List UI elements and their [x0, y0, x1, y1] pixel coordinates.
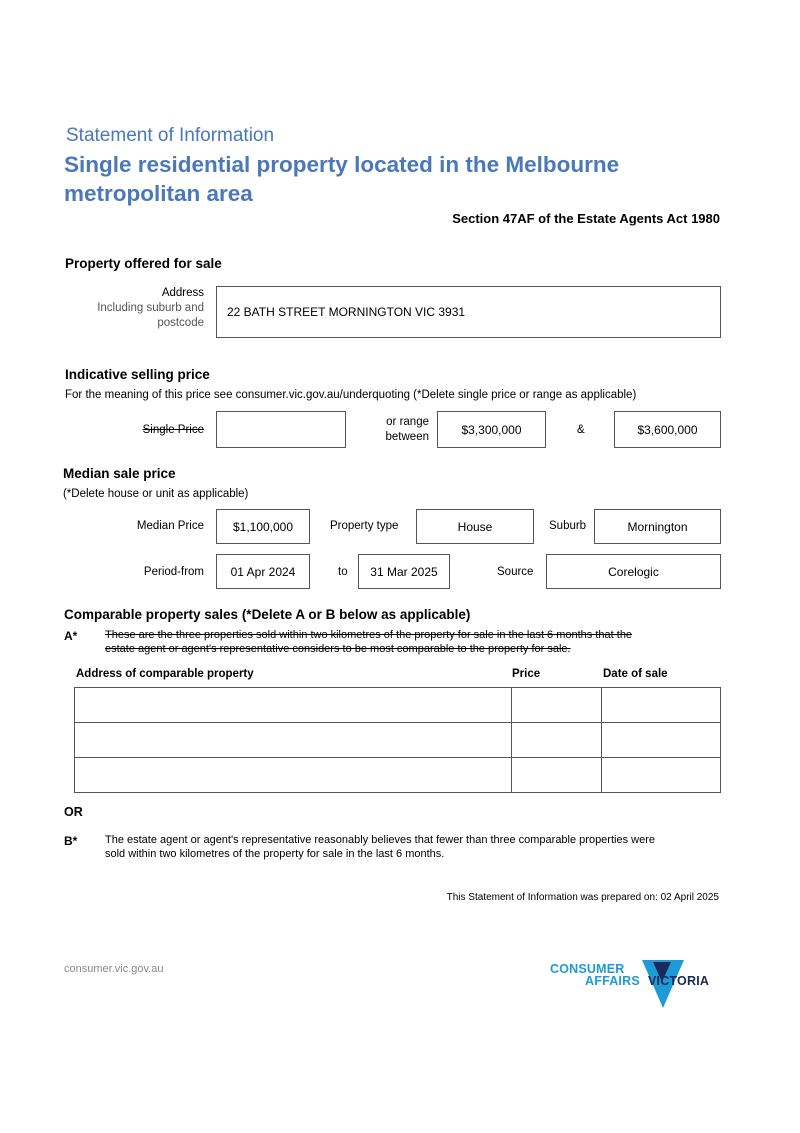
column-header-address: Address of comparable property	[76, 668, 254, 680]
column-header-price: Price	[512, 668, 541, 680]
option-a-text-line2: estate agent or agent's representative considers to be most comparable to the property for sale.	[105, 643, 571, 655]
option-a-text-line1: These are the three properties sold within two kilometres of the property for sale in the last 6 months that the	[105, 629, 633, 641]
logo-text-consumer: CONSUMER	[550, 962, 625, 976]
source-label: Source	[497, 566, 534, 578]
document-subtitle: Statement of Information	[66, 125, 275, 146]
logo-text-victoria: VICTORIA	[648, 974, 710, 988]
median-price-value: $1,100,000	[232, 519, 294, 534]
source-value: Corelogic	[608, 564, 659, 579]
address-value: 22 BATH STREET MORNINGTON VIC 3931	[227, 305, 466, 319]
footer-website: consumer.vic.gov.au	[64, 963, 164, 975]
logo-text-affairs: AFFAIRS	[585, 974, 640, 988]
source-field[interactable]	[546, 554, 721, 589]
property-type-value: House	[457, 519, 493, 534]
property-type-field[interactable]	[416, 509, 534, 544]
comparable-sales-table	[74, 687, 721, 793]
comparable-address-cell[interactable]	[75, 723, 512, 758]
option-b-marker: B*	[64, 834, 78, 848]
consumer-affairs-victoria-logo	[550, 960, 725, 1010]
option-b-text-line1: The estate agent or agent's representative reasonably believes that fewer than three comparable properties were	[105, 834, 655, 846]
median-price-field[interactable]	[216, 509, 310, 544]
option-b-text-line2: sold within two kilometres of the property for sale in the last 6 months.	[105, 848, 445, 860]
single-price-label: Single Price	[142, 424, 204, 436]
column-header-date: Date of sale	[603, 668, 668, 680]
single-price-field[interactable]	[216, 411, 346, 448]
range-low-value: $3,300,000	[461, 422, 522, 437]
comparable-date-cell[interactable]	[602, 723, 721, 758]
period-to-label: to	[338, 566, 348, 578]
comparable-date-cell[interactable]	[602, 688, 721, 723]
range-label-2: between	[385, 431, 429, 443]
suburb-label: Suburb	[549, 520, 587, 532]
address-sublabel-1: Including suburb and	[97, 302, 204, 314]
range-high-value: $3,600,000	[637, 422, 698, 437]
period-from-field[interactable]	[216, 554, 310, 589]
comparable-address-cell[interactable]	[75, 688, 512, 723]
range-high-field[interactable]	[614, 411, 721, 448]
document-title-line1: Single residential property located in the Melbourne	[64, 152, 620, 177]
option-a-marker: A*	[64, 629, 78, 643]
median-note: (*Delete house or unit as applicable)	[63, 488, 249, 500]
comparable-date-cell[interactable]	[602, 758, 721, 793]
property-type-label: Property type	[330, 520, 399, 532]
period-from-value: 01 Apr 2024	[230, 564, 296, 579]
table-row	[75, 723, 721, 758]
address-field[interactable]	[216, 286, 721, 338]
comparable-price-cell[interactable]	[512, 688, 602, 723]
or-label: OR	[64, 805, 83, 819]
range-low-field[interactable]	[437, 411, 546, 448]
act-reference: Section 47AF of the Estate Agents Act 1980	[452, 211, 720, 226]
prepared-date: This Statement of Information was prepared on: 02 April 2025	[446, 892, 719, 903]
address-sublabel-2: postcode	[157, 317, 204, 329]
indicative-heading: Indicative selling price	[65, 367, 210, 382]
table-row	[75, 758, 721, 793]
period-from-label: Period-from	[143, 566, 204, 578]
address-label: Address	[161, 287, 204, 299]
indicative-note: For the meaning of this price see consumer.vic.gov.au/underquoting (*Delete single price or range as applicable)	[65, 389, 637, 401]
table-row	[75, 688, 721, 723]
comparable-heading: Comparable property sales (*Delete A or B below as applicable)	[64, 607, 471, 622]
comparable-price-cell[interactable]	[512, 723, 602, 758]
period-to-value: 31 Mar 2025	[370, 564, 438, 579]
suburb-field[interactable]	[594, 509, 721, 544]
suburb-value: Mornington	[627, 519, 688, 534]
comparable-price-cell[interactable]	[512, 758, 602, 793]
comparable-address-cell[interactable]	[75, 758, 512, 793]
median-heading: Median sale price	[63, 466, 176, 481]
property-heading: Property offered for sale	[65, 256, 222, 271]
period-to-field[interactable]	[358, 554, 450, 589]
range-and-label: &	[577, 424, 585, 436]
range-label-1: or range	[386, 416, 429, 428]
median-price-label: Median Price	[136, 520, 204, 532]
document-title-line2: metropolitan area	[64, 181, 253, 206]
